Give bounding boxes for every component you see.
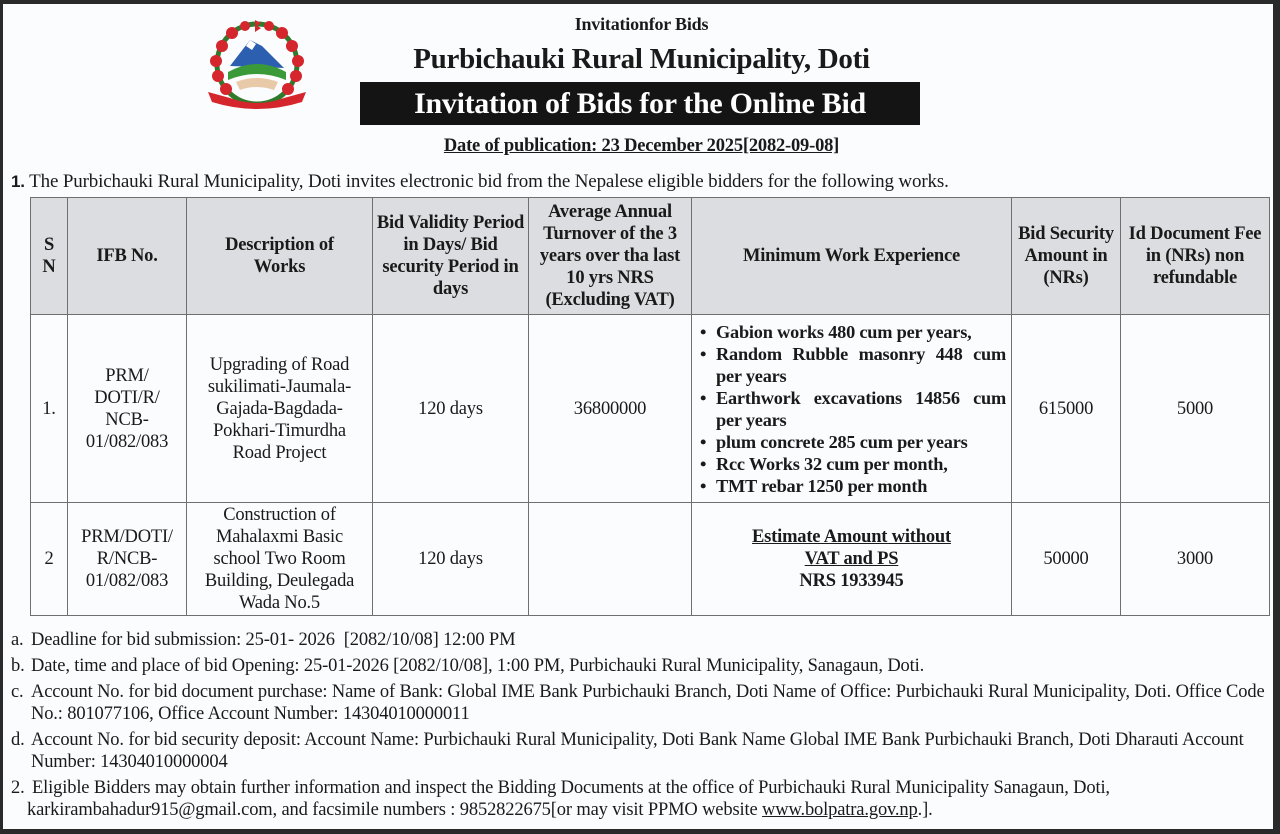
note-b-opening bbox=[11, 655, 1271, 677]
note-label: a. bbox=[11, 630, 24, 650]
bid-notice-page bbox=[3, 4, 1273, 829]
intro-paragraph bbox=[11, 171, 949, 193]
estimate-line-2: VAT and PS bbox=[804, 549, 899, 569]
col-header-doc-fee: Id Document Fee in (NRs) non refundable bbox=[1121, 198, 1270, 315]
note-a-deadline bbox=[11, 629, 1271, 651]
bullet-icon: • bbox=[700, 321, 707, 342]
cell-experience bbox=[692, 503, 1012, 616]
organization-name: Purbichauki Rural Municipality, Doti bbox=[413, 43, 870, 75]
note-text-end: .]. bbox=[917, 800, 933, 820]
col-header-description: Description of Works bbox=[187, 198, 373, 315]
cell-turnover: 36800000 bbox=[529, 315, 692, 503]
notice-title-banner: Invitation of Bids for the Online Bid bbox=[360, 82, 920, 125]
experience-item: • Earthwork excavations 14856 cum per years bbox=[700, 387, 1006, 430]
note-text: Account No. for bid security deposit: Account Name: Purbichauki Rural Municipality, Doti Bank Name Global IME Bank Purbichauki Branch, Doti Dharauti Account Number: 14304010000004 bbox=[31, 730, 1244, 772]
note-text: Date, time and place of bid Opening: 25-01-2026 [2082/10/08], 1:00 PM, Purbichauki Rural Municipality, Sanagaun, Doti. bbox=[31, 656, 925, 676]
bids-table bbox=[30, 197, 1270, 616]
cell-sn: 2 bbox=[31, 503, 68, 616]
note-label: d. bbox=[11, 730, 25, 750]
experience-item: • TMT rebar 1250 per month bbox=[700, 475, 928, 496]
cell-validity: 120 days bbox=[373, 503, 529, 616]
col-header-experience: Minimum Work Experience bbox=[692, 198, 1012, 315]
col-header-bid-security: Bid Security Amount in (NRs) bbox=[1012, 198, 1121, 315]
bullet-icon: • bbox=[700, 343, 707, 364]
experience-item: • Gabion works 480 cum per years, bbox=[700, 321, 972, 342]
note-text: Eligible Bidders may obtain further information and inspect the Bidding Documents at the office of Purbichauki Rural Municipality Sanagaun, Doti, karkirambahadur915@gmail.com, and facsimile numbers : 9852822675[or may visit PPMO website bbox=[27, 778, 1110, 820]
note-text: Deadline for bid submission: 25-01- 2026 [2082/10/08] 12:00 PM bbox=[31, 630, 516, 650]
table-row bbox=[31, 503, 1270, 616]
experience-list bbox=[695, 321, 1008, 497]
col-header-validity: Bid Validity Period in Days/ Bid security Period in days bbox=[373, 198, 529, 315]
note-text: Account No. for bid document purchase: Name of Bank: Global IME Bank Purbichauki Branch, Doti Name of Office: Purbichauki Rural Municipality, Doti. Office Code No.: 801077106, Office Account Number: 14304010000011 bbox=[31, 682, 1265, 724]
note-d-security-account bbox=[11, 729, 1271, 773]
cell-description: Construction of Mahalaxmi Basic school Two Room Building, Deulegada Wada No.5 bbox=[187, 503, 373, 616]
note-2-further-info bbox=[11, 777, 1271, 821]
note-label: c. bbox=[11, 682, 24, 702]
cell-sn: 1. bbox=[31, 315, 68, 503]
cell-description: Upgrading of Road sukilimati-Jaumala-Gajada-Bagdada-Pokhari-Timurdha Road Project bbox=[187, 315, 373, 503]
estimate-line-1: Estimate Amount without bbox=[752, 527, 951, 547]
publication-date: Date of publication: 23 December 2025[2082-09-08] bbox=[443, 136, 840, 156]
cell-bid-security: 615000 bbox=[1012, 315, 1121, 503]
cell-ifb-no: PRM/ DOTI/R/ NCB- 01/082/083 bbox=[68, 315, 187, 503]
cell-doc-fee: 5000 bbox=[1121, 315, 1270, 503]
intro-text: The Purbichauki Rural Municipality, Doti invites electronic bid from the Nepalese eligible bidders for the following works. bbox=[29, 171, 949, 192]
cell-bid-security: 50000 bbox=[1012, 503, 1121, 616]
table-row bbox=[31, 315, 1270, 503]
cell-doc-fee: 3000 bbox=[1121, 503, 1270, 616]
estimate-amount: NRS 1933945 bbox=[799, 571, 904, 591]
cell-turnover bbox=[529, 503, 692, 616]
intro-number: 1. bbox=[11, 172, 25, 191]
col-header-ifb: IFB No. bbox=[68, 198, 187, 315]
bolpatra-website-link[interactable]: www.bolpatra.gov.np bbox=[762, 800, 918, 820]
col-header-sn: S N bbox=[31, 198, 68, 315]
notice-subtitle: Invitationfor Bids bbox=[574, 14, 709, 34]
notes-section bbox=[11, 629, 1271, 825]
col-header-turnover: Average Annual Turnover of the 3 years over tha last 10 yrs NRS (Excluding VAT) bbox=[529, 198, 692, 315]
bullet-icon: • bbox=[700, 431, 707, 452]
bullet-icon: • bbox=[700, 475, 707, 496]
note-label: 2. bbox=[11, 778, 25, 798]
estimate-block bbox=[695, 526, 1008, 592]
experience-item: • plum concrete 285 cum per years bbox=[700, 431, 968, 452]
note-label: b. bbox=[11, 656, 25, 676]
cell-validity: 120 days bbox=[373, 315, 529, 503]
emblem-ribbon bbox=[208, 92, 306, 109]
bullet-icon: • bbox=[700, 387, 707, 408]
cell-experience bbox=[692, 315, 1012, 503]
experience-item: • Rcc Works 32 cum per month, bbox=[700, 453, 948, 474]
cell-ifb-no: PRM/DOTI/ R/NCB- 01/082/083 bbox=[68, 503, 187, 616]
bullet-icon: • bbox=[700, 453, 707, 474]
table-header-row bbox=[31, 198, 1270, 315]
note-c-document-account bbox=[11, 681, 1271, 725]
experience-item: • Random Rubble masonry 448 cum per years bbox=[700, 343, 1006, 386]
